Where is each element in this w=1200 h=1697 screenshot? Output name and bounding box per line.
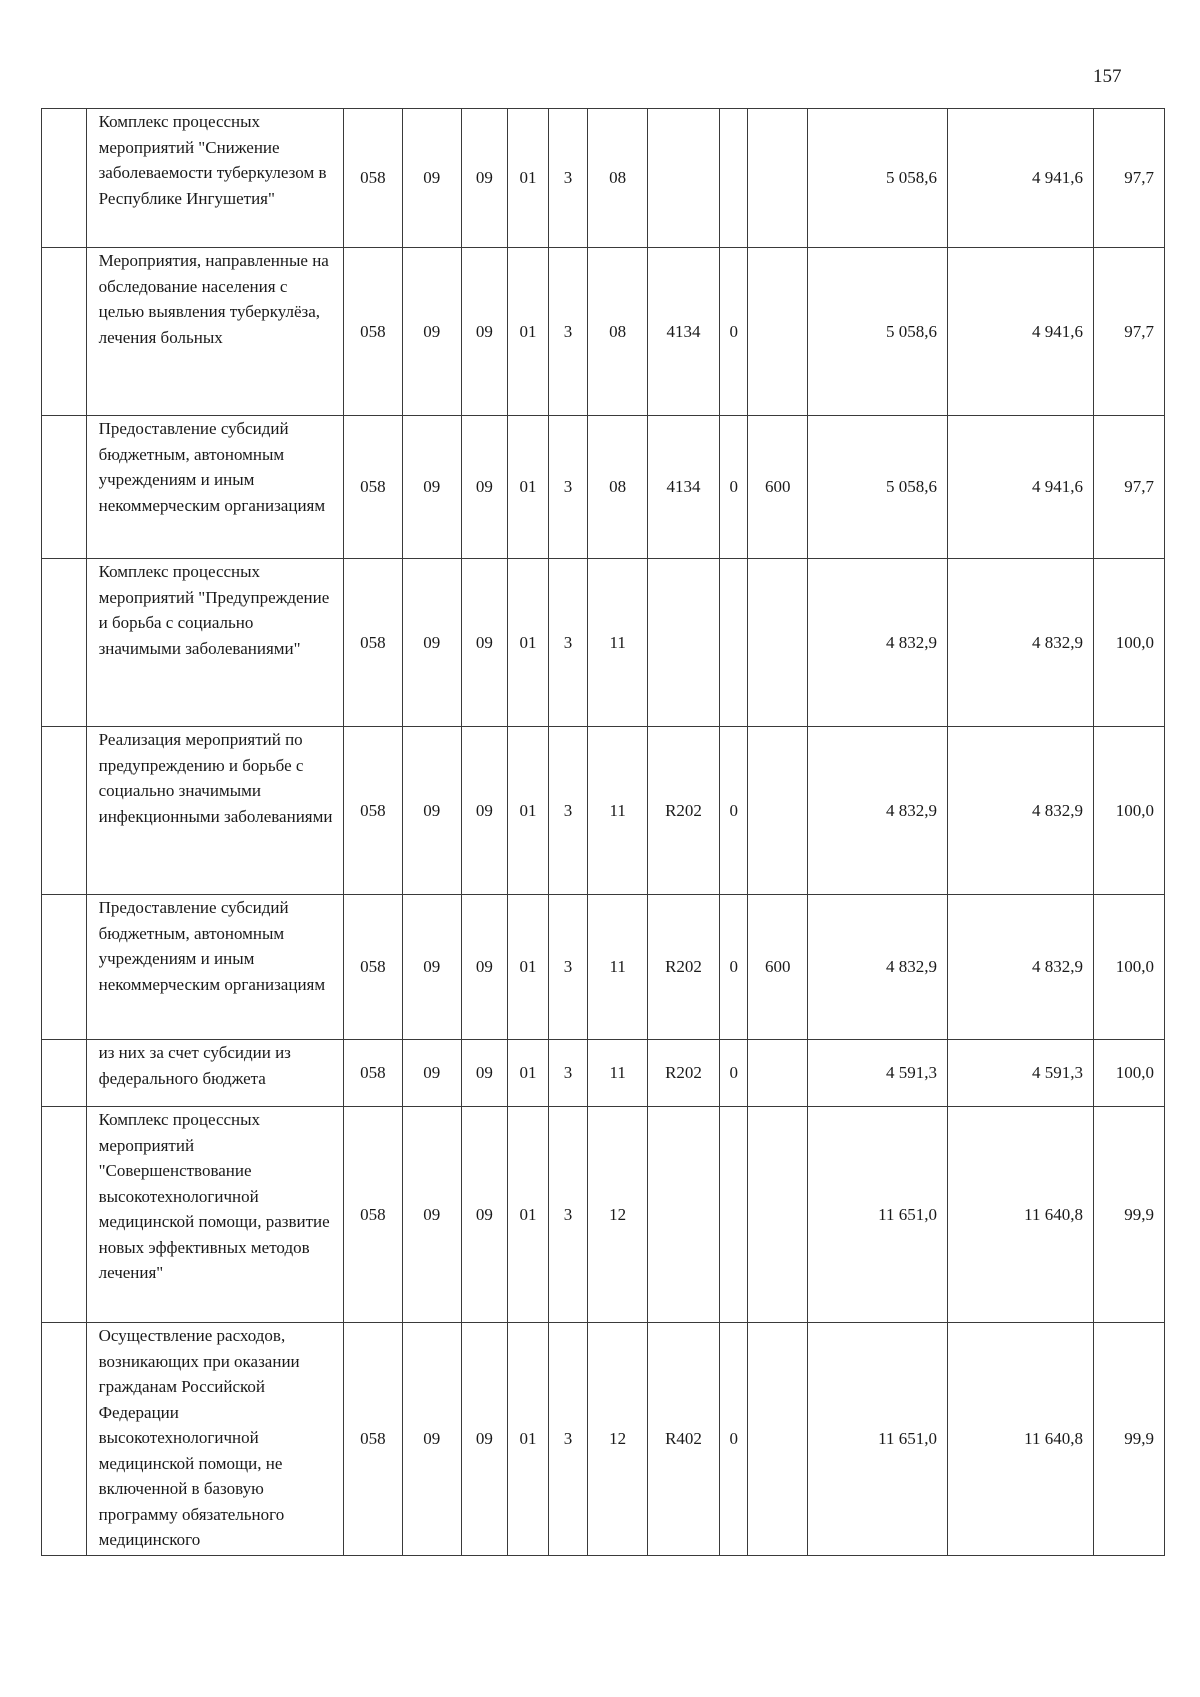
blank-cell <box>42 416 87 559</box>
blank-cell <box>42 248 87 416</box>
expense-type-code <box>748 109 808 248</box>
table-row <box>42 109 1165 248</box>
event-code: 11 <box>588 559 648 727</box>
planned-amount: 5 058,6 <box>808 416 948 559</box>
program-code: 01 <box>508 109 549 248</box>
section-code: 09 <box>402 895 461 1040</box>
table-row <box>42 1040 1165 1107</box>
program-code: 01 <box>508 559 549 727</box>
subprogram-code: 3 <box>548 416 588 559</box>
subprogram-code: 3 <box>548 109 588 248</box>
item-name: Комплекс процессных мероприятий "Снижение заболеваемости туберкулезом в Республике Ингушетия" <box>86 109 343 248</box>
direction-code: R402 <box>648 1323 720 1556</box>
item-name: Предоставление субсидий бюджетным, автономным учреждениям и иным некоммерческим организациям <box>86 895 343 1040</box>
item-name: Осуществление расходов, возникающих при оказании гражданам Российской Федерации высокотехнологичной медицинской помощи, не включенной в базовую программу обязательного медицинского <box>86 1323 343 1556</box>
page-number: 157 <box>1093 66 1122 87</box>
expense-type-code <box>748 727 808 895</box>
execution-percent: 100,0 <box>1093 559 1164 727</box>
planned-amount: 11 651,0 <box>808 1107 948 1323</box>
item-name: Реализация мероприятий по предупреждению и борьбе с социально значимыми инфекционными заболеваниями <box>86 727 343 895</box>
admin-code: 058 <box>344 248 403 416</box>
admin-code: 058 <box>344 727 403 895</box>
event-code: 11 <box>588 1040 648 1107</box>
expense-type-code <box>748 1040 808 1107</box>
event-code: 12 <box>588 1107 648 1323</box>
subprogram-code: 3 <box>548 248 588 416</box>
event-code: 11 <box>588 727 648 895</box>
section-code: 09 <box>402 248 461 416</box>
item-name: Предоставление субсидий бюджетным, автономным учреждениям и иным некоммерческим организациям <box>86 416 343 559</box>
blank-cell <box>42 559 87 727</box>
section-code: 09 <box>402 1323 461 1556</box>
expense-type-code: 600 <box>748 416 808 559</box>
event-code: 08 <box>588 109 648 248</box>
section-code: 09 <box>402 1040 461 1107</box>
planned-amount: 11 651,0 <box>808 1323 948 1556</box>
direction-code: R202 <box>648 727 720 895</box>
subsection-code: 09 <box>461 1040 508 1107</box>
table-row <box>42 727 1165 895</box>
direction-code: 4134 <box>648 248 720 416</box>
direction-suffix: 0 <box>720 248 748 416</box>
execution-percent: 97,7 <box>1093 248 1164 416</box>
item-name: Мероприятия, направленные на обследование населения с целью выявления туберкулёза, лечения больных <box>86 248 343 416</box>
direction-suffix: 0 <box>720 1040 748 1107</box>
subprogram-code: 3 <box>548 1107 588 1323</box>
program-code: 01 <box>508 1040 549 1107</box>
expense-type-code: 600 <box>748 895 808 1040</box>
actual-amount: 4 941,6 <box>948 248 1094 416</box>
event-code: 08 <box>588 248 648 416</box>
expense-type-code <box>748 1107 808 1323</box>
actual-amount: 4 832,9 <box>948 559 1094 727</box>
execution-percent: 99,9 <box>1093 1323 1164 1556</box>
item-name: Комплекс процессных мероприятий "Совершенствование высокотехнологичной медицинской помощи, развитие новых эффективных методов лечения" <box>86 1107 343 1323</box>
admin-code: 058 <box>344 416 403 559</box>
admin-code: 058 <box>344 1040 403 1107</box>
execution-percent: 100,0 <box>1093 727 1164 895</box>
execution-percent: 97,7 <box>1093 109 1164 248</box>
admin-code: 058 <box>344 895 403 1040</box>
table-row <box>42 248 1165 416</box>
event-code: 08 <box>588 416 648 559</box>
direction-suffix: 0 <box>720 727 748 895</box>
section-code: 09 <box>402 1107 461 1323</box>
actual-amount: 11 640,8 <box>948 1323 1094 1556</box>
subsection-code: 09 <box>461 727 508 895</box>
direction-code: R202 <box>648 895 720 1040</box>
actual-amount: 4 591,3 <box>948 1040 1094 1107</box>
subsection-code: 09 <box>461 416 508 559</box>
section-code: 09 <box>402 109 461 248</box>
planned-amount: 5 058,6 <box>808 109 948 248</box>
actual-amount: 11 640,8 <box>948 1107 1094 1323</box>
direction-suffix <box>720 559 748 727</box>
event-code: 12 <box>588 1323 648 1556</box>
actual-amount: 4 941,6 <box>948 416 1094 559</box>
direction-code: R202 <box>648 1040 720 1107</box>
planned-amount: 4 832,9 <box>808 895 948 1040</box>
program-code: 01 <box>508 727 549 895</box>
program-code: 01 <box>508 1107 549 1323</box>
execution-percent: 100,0 <box>1093 895 1164 1040</box>
subsection-code: 09 <box>461 248 508 416</box>
planned-amount: 5 058,6 <box>808 248 948 416</box>
planned-amount: 4 591,3 <box>808 1040 948 1107</box>
subsection-code: 09 <box>461 109 508 248</box>
blank-cell <box>42 109 87 248</box>
subprogram-code: 3 <box>548 559 588 727</box>
direction-suffix: 0 <box>720 416 748 559</box>
blank-cell <box>42 895 87 1040</box>
subprogram-code: 3 <box>548 1323 588 1556</box>
direction-suffix: 0 <box>720 895 748 1040</box>
section-code: 09 <box>402 559 461 727</box>
subprogram-code: 3 <box>548 727 588 895</box>
event-code: 11 <box>588 895 648 1040</box>
execution-percent: 97,7 <box>1093 416 1164 559</box>
execution-percent: 99,9 <box>1093 1107 1164 1323</box>
item-name: Комплекс процессных мероприятий "Предупреждение и борьба с социально значимыми заболеваниями" <box>86 559 343 727</box>
planned-amount: 4 832,9 <box>808 727 948 895</box>
direction-suffix <box>720 1107 748 1323</box>
table-row <box>42 559 1165 727</box>
subprogram-code: 3 <box>548 895 588 1040</box>
blank-cell <box>42 1323 87 1556</box>
actual-amount: 4 832,9 <box>948 895 1094 1040</box>
subsection-code: 09 <box>461 1107 508 1323</box>
direction-code <box>648 109 720 248</box>
expense-type-code <box>748 248 808 416</box>
budget-table <box>41 108 1165 1556</box>
program-code: 01 <box>508 895 549 1040</box>
direction-suffix <box>720 109 748 248</box>
item-name: из них за счет субсидии из федерального бюджета <box>86 1040 343 1107</box>
direction-suffix: 0 <box>720 1323 748 1556</box>
actual-amount: 4 941,6 <box>948 109 1094 248</box>
blank-cell <box>42 727 87 895</box>
section-code: 09 <box>402 727 461 895</box>
execution-percent: 100,0 <box>1093 1040 1164 1107</box>
admin-code: 058 <box>344 1107 403 1323</box>
table-row <box>42 1323 1165 1556</box>
blank-cell <box>42 1040 87 1107</box>
blank-cell <box>42 1107 87 1323</box>
program-code: 01 <box>508 1323 549 1556</box>
program-code: 01 <box>508 248 549 416</box>
admin-code: 058 <box>344 1323 403 1556</box>
subsection-code: 09 <box>461 895 508 1040</box>
subprogram-code: 3 <box>548 1040 588 1107</box>
admin-code: 058 <box>344 559 403 727</box>
section-code: 09 <box>402 416 461 559</box>
table-row <box>42 1107 1165 1323</box>
direction-code: 4134 <box>648 416 720 559</box>
expense-type-code <box>748 559 808 727</box>
table-row <box>42 895 1165 1040</box>
subsection-code: 09 <box>461 559 508 727</box>
table-row <box>42 416 1165 559</box>
subsection-code: 09 <box>461 1323 508 1556</box>
program-code: 01 <box>508 416 549 559</box>
direction-code <box>648 1107 720 1323</box>
admin-code: 058 <box>344 109 403 248</box>
actual-amount: 4 832,9 <box>948 727 1094 895</box>
planned-amount: 4 832,9 <box>808 559 948 727</box>
expense-type-code <box>748 1323 808 1556</box>
direction-code <box>648 559 720 727</box>
